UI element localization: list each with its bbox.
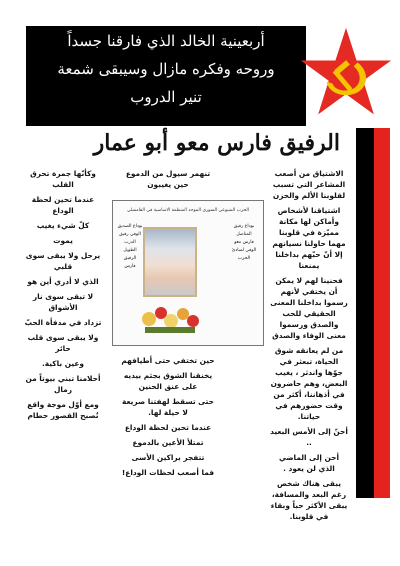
- paragraph: تمتلأ الأعين بالدموع: [132, 438, 204, 447]
- column-middle-bottom: [118, 355, 218, 482]
- paragraph: الذي لا أدري أين هو: [27, 277, 99, 286]
- card-side-right: بوداع رفيق المناضل فارس معو الوفي لمبادئ الحزب: [231, 224, 257, 261]
- paragraph: ومع أوّل موجة واقع تُصبح القصور حطام: [27, 400, 99, 420]
- paragraph: أحن إلى الماضي الذي لن يعود .: [278, 453, 340, 473]
- red-side-bar: [374, 128, 390, 498]
- header-line-3: تنير الدروب: [130, 88, 202, 106]
- paragraph: تتفجر براكين الأسى: [131, 453, 205, 462]
- paragraph: أحلامنا تبني بيوتاً من رمال: [25, 374, 101, 394]
- headline: الرفيق فارس معو أبو عمار: [93, 130, 340, 156]
- paragraph: وعين باكية.: [41, 359, 85, 368]
- paragraph: حين تختفي حتى أطيافهم: [121, 356, 215, 365]
- paragraph: فحنينا لهم لا يمكن أن يختفي لأنهم رسموا بداخلنا المعنى الحقيقي للحب والصدق ورسموا معنى الوفاء والصدق: [270, 276, 348, 340]
- paragraph: يبقى هناك شخص رغم البعد والمسافة، يبقى الأكثر حباً وبقاء في قلوبنا.: [270, 479, 348, 521]
- paragraph: تنهمر سيول من الدموع: [125, 169, 211, 178]
- paragraph: كلّ شيء يغيب: [36, 221, 90, 230]
- column-left: [22, 168, 104, 425]
- card-heading: الحزب الشيوعي السوري الموحد المنظمة الاساسية في القامشلي: [127, 208, 249, 213]
- paragraph: من لم يعانقه شوق الحياة، تبعثر في جوّها واندثر ، يغيب البعض، وهم حاضرون في أذهاننا، أكثر من وقت حضورهم في حياتنا.: [270, 346, 348, 421]
- header-line-2: وروحه وفكره مازال وسيبقى شمعة: [57, 60, 275, 78]
- paragraph: لا تبقى سوى نار الأشواق: [32, 292, 94, 312]
- black-side-bar: [356, 128, 374, 498]
- paragraph: يخنقنا الشوق بجثم بيديه على عنق الحنين: [123, 371, 213, 391]
- paragraph: ولا يبقى سوى قلب حائر: [27, 333, 99, 353]
- paragraph: وكأنّها جمرة تحرق القلب: [30, 169, 96, 189]
- paragraph: اشتياقنا لأشخاص وأماكن لها مكانة مميّزة في قلوبنا مهما حاولنا نسيانهم إلا أنّ حبّهم بداخلنا يمنعنا: [272, 206, 346, 270]
- paragraph: تزداد في مدفأة الحبّ: [24, 318, 102, 327]
- red-star-hammer-sickle-icon: [298, 26, 394, 122]
- paragraph: عندما تحين لحظة الوداع: [124, 423, 212, 432]
- paragraph: يموت: [53, 236, 73, 245]
- paragraph: الاشتياق من أصعب المشاعر التي تسبب لقلوبنا الألم والحزن: [272, 169, 346, 200]
- card-side-left: بوداع الصديق الوفي رفيق الدرب الطويل الرفيق فارس: [117, 224, 143, 269]
- header-banner: [26, 26, 306, 126]
- column-middle-top: [118, 168, 218, 190]
- paragraph: حين يغيبون: [147, 180, 189, 189]
- flowers-icon: [139, 301, 201, 335]
- header-line-1: أربعينية الخالد الذي فارقنا جسداً: [67, 32, 265, 50]
- paragraph: حتى تسقط لهفتنا صريعة لا حيلة لها.: [121, 397, 215, 417]
- column-right: [270, 168, 348, 526]
- paragraph: أحنّ إلى الأمس البعيد ..: [270, 427, 348, 447]
- memorial-card: [112, 200, 264, 346]
- paragraph: فما أصعب لحظات الوداع!: [121, 468, 215, 477]
- paragraph: يرحل ولا يبقى سوى قلبي: [25, 251, 101, 271]
- portrait-photo: [143, 227, 197, 297]
- paragraph: عندما تحين لحظة الوداع: [31, 195, 95, 215]
